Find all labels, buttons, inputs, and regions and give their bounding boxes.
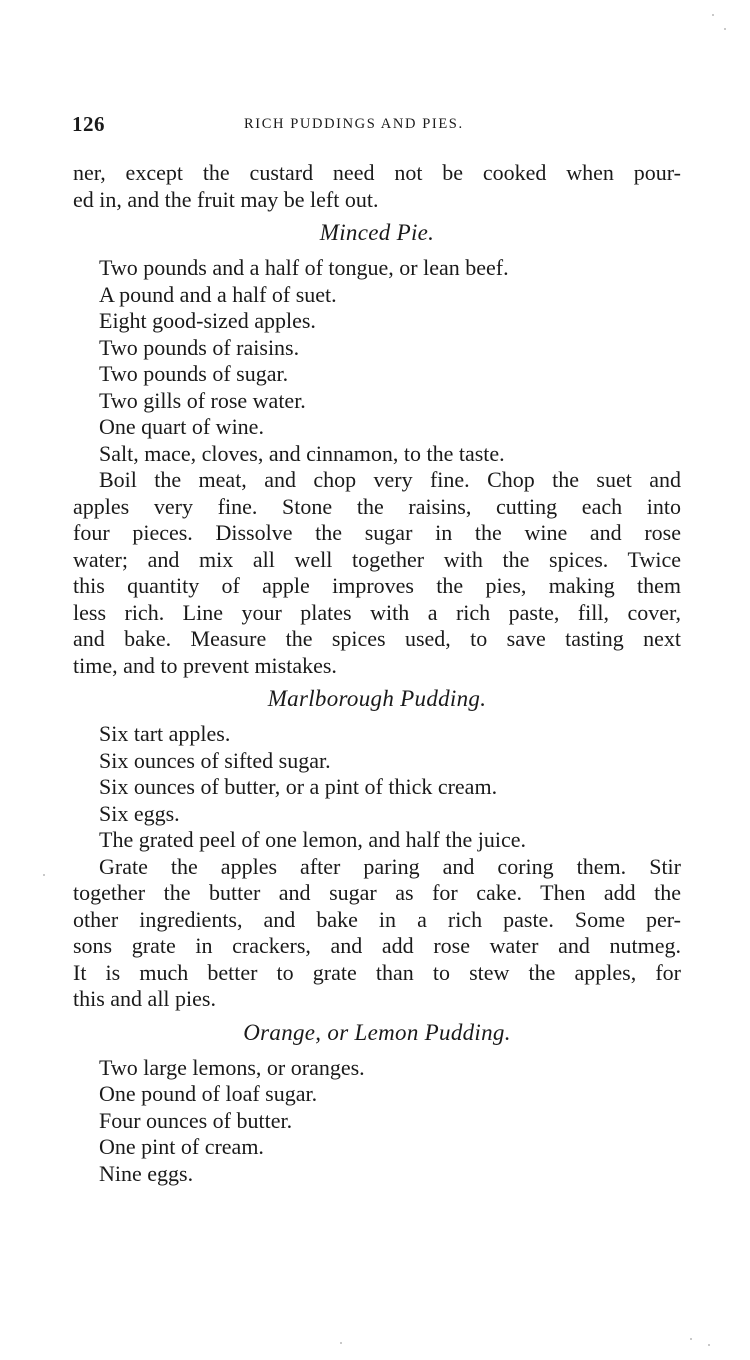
scan-speck [43,874,45,876]
ingredient-item: Two pounds and a half of tongue, or lean beef. [99,255,509,280]
ingredient-list [73,255,681,467]
page-number: 126 [72,112,105,136]
continuation-paragraph [73,160,681,213]
ingredient-item: One pint of cream. [99,1134,264,1159]
ingredient-item: One pound of loaf sugar. [99,1081,318,1106]
scan-speck [708,1344,710,1346]
recipe-title: Marlborough Pudding. [267,686,487,711]
text-line: time, and to prevent mistakes. [73,652,337,678]
ingredient-item: Six ounces of butter, or a pint of thick cream. [99,774,498,799]
text-line: and bake. Measure the spices used, to save tasting next [73,626,681,651]
text-line: together the butter and sugar as for cake. Then add the [73,880,681,905]
page-body [73,160,681,1187]
ingredient-item: Eight good-sized apples. [99,308,316,333]
text-line: Grate the apples after paring and coring them. Stir [99,853,681,879]
ingredient-item: Two gills of rose water. [99,387,306,413]
recipe-minced-pie [73,215,681,679]
ingredient-item: A pound and a half of suet. [99,281,337,307]
recipe-marlborough-pudding [73,681,681,1013]
recipe-title: Minced Pie. [319,220,435,245]
scan-speck [724,28,726,30]
page-header [72,112,682,140]
text-line: this quantity of apple improves the pies, making them [73,573,681,598]
scan-speck [690,1338,692,1340]
text-line: apples very fine. Stone the raisins, cutting each into [73,493,681,519]
recipe-directions [73,854,681,1013]
text-line: this and all pies. [73,986,216,1011]
text-line: four pieces. Dissolve the sugar in the wine and rose [73,520,681,545]
text-line: It is much better to grate than to stew the apples, for [73,959,681,985]
recipe-directions [73,467,681,679]
ingredient-list [73,721,681,854]
recipe-title: Orange, or Lemon Pudding. [243,1019,511,1045]
ingredient-item: Four ounces of butter. [99,1107,293,1133]
scan-speck [340,1342,342,1344]
ingredient-item: Six tart apples. [99,721,231,746]
ingredient-item: Two pounds of sugar. [99,361,289,386]
recipe-orange-lemon-pudding [73,1015,681,1188]
ingredient-item: One quart of wine. [99,414,264,439]
text-line: less rich. Line your plates with a rich paste, fill, cover, [73,599,681,625]
text-line: other ingredients, and bake in a rich paste. Some per- [73,906,681,932]
text-line: Boil the meat, and chop very fine. Chop the suet and [99,467,681,492]
ingredient-list [73,1055,681,1188]
ingredient-item: Nine eggs. [99,1160,194,1186]
ingredient-item: Salt, mace, cloves, and cinnamon, to the taste. [99,440,505,466]
running-head: RICH PUDDINGS AND PIES. [244,116,464,132]
ingredient-item: Two large lemons, or oranges. [99,1054,365,1080]
text-line: sons grate in crackers, and add rose water and nutmeg. [73,933,681,958]
scan-speck [712,14,714,16]
ingredient-item: Six ounces of sifted sugar. [99,747,331,773]
ingredient-item: The grated peel of one lemon, and half the juice. [99,827,526,852]
text-line: ner, except the custard need not be cooked when pour- [73,160,681,185]
text-line: water; and mix all well together with the spices. Twice [73,546,681,572]
ingredient-item: Two pounds of raisins. [99,334,300,360]
ingredient-item: Six eggs. [99,800,180,826]
text-line: ed in, and the fruit may be left out. [73,186,379,212]
